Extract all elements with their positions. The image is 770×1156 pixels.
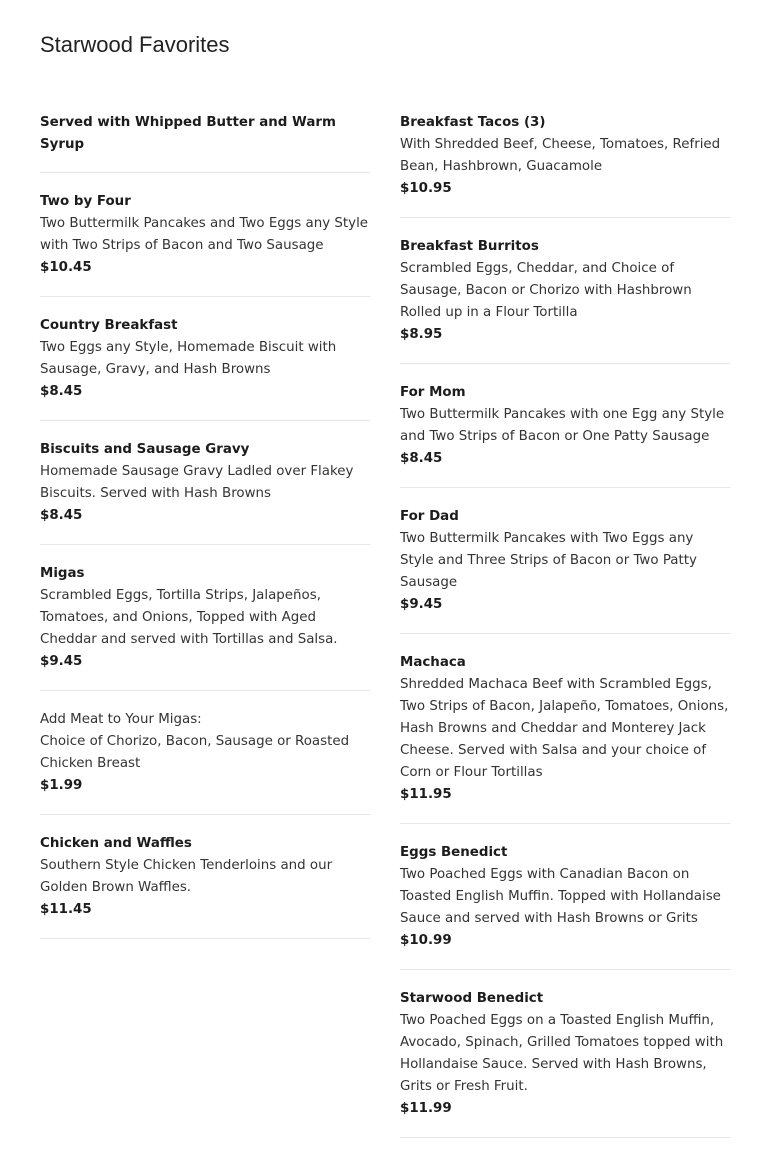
menu-item xyxy=(400,236,730,364)
item-description: Choice of Chorizo, Bacon, Sausage or Roasted Chicken Breast xyxy=(40,734,350,771)
menu-item xyxy=(400,112,730,218)
item-name: Breakfast Tacos (3) xyxy=(400,115,546,130)
item-price: $11.99 xyxy=(400,1101,452,1116)
item-description: Two Eggs any Style, Homemade Biscuit with Sausage, Gravy, and Hash Browns xyxy=(40,340,337,377)
item-name: Country Breakfast xyxy=(40,318,178,333)
item-name: Eggs Benedict xyxy=(400,845,508,860)
menu-item xyxy=(40,315,370,421)
menu-item xyxy=(40,439,370,545)
menu-item xyxy=(400,842,730,970)
item-price: $11.45 xyxy=(40,902,92,917)
item-description: With Shredded Beef, Cheese, Tomatoes, Refried Bean, Hashbrown, Guacamole xyxy=(400,137,721,174)
item-price: $9.45 xyxy=(400,597,443,612)
item-price: $1.99 xyxy=(40,778,83,793)
item-name: Migas xyxy=(40,566,85,581)
menu-item xyxy=(40,833,370,939)
menu-item xyxy=(400,988,730,1138)
item-name: Biscuits and Sausage Gravy xyxy=(40,442,250,457)
section-note: Served with Whipped Butter and Warm Syrup xyxy=(40,112,370,173)
page-title: Starwood Favorites xyxy=(40,32,230,57)
item-name: For Dad xyxy=(400,509,459,524)
item-price: $11.95 xyxy=(400,787,452,802)
menu-column-right xyxy=(400,112,730,1156)
menu-item xyxy=(40,191,370,297)
item-description: Two Poached Eggs on a Toasted English Muffin, Avocado, Spinach, Grilled Tomatoes topped with Hollandaise Sauce. Served with Hash Browns, Grits or Fresh Fruit. xyxy=(400,1013,724,1094)
item-description: Two Buttermilk Pancakes and Two Eggs any Style with Two Strips of Bacon and Two Sausage xyxy=(40,216,369,253)
item-description: Shredded Machaca Beef with Scrambled Eggs, Two Strips of Bacon, Jalapeño, Tomatoes, Onions, Hash Browns and Cheddar and Monterey Jack Cheese. Served with Salsa and your choice of Corn or Flour Tortillas xyxy=(400,677,729,780)
item-price: $10.99 xyxy=(400,933,452,948)
menu-item xyxy=(400,652,730,824)
item-description: Scrambled Eggs, Tortilla Strips, Jalapeños, Tomatoes, and Onions, Topped with Aged Cheddar and served with Tortillas and Salsa. xyxy=(40,588,338,647)
item-description: Scrambled Eggs, Cheddar, and Choice of Sausage, Bacon or Chorizo with Hashbrown Rolled up in a Flour Tortilla xyxy=(400,261,692,320)
item-price: $8.45 xyxy=(40,384,83,399)
item-price: $10.45 xyxy=(40,260,92,275)
item-price: $8.45 xyxy=(40,508,83,523)
menu-item xyxy=(400,382,730,488)
item-name: Breakfast Burritos xyxy=(400,239,539,254)
item-name: Add Meat to Your Migas: xyxy=(40,712,202,727)
item-name: Starwood Benedict xyxy=(400,991,544,1006)
item-description: Homemade Sausage Gravy Ladled over Flakey Biscuits. Served with Hash Browns xyxy=(40,464,354,501)
item-name: Machaca xyxy=(400,655,466,670)
menu-column-left xyxy=(40,112,370,957)
menu-item-addon xyxy=(40,709,370,815)
menu-item xyxy=(40,563,370,691)
item-description: Two Buttermilk Pancakes with one Egg any Style and Two Strips of Bacon or One Patty Sausage xyxy=(400,407,725,444)
item-name: Two by Four xyxy=(40,194,131,209)
item-price: $9.45 xyxy=(40,654,83,669)
menu-item xyxy=(400,506,730,634)
item-name: For Mom xyxy=(400,385,466,400)
item-description: Two Poached Eggs with Canadian Bacon on Toasted English Muffin. Topped with Hollandaise Sauce and served with Hash Browns or Grits xyxy=(400,867,721,926)
item-description: Southern Style Chicken Tenderloins and our Golden Brown Waffles. xyxy=(40,858,333,895)
item-price: $8.95 xyxy=(400,327,443,342)
item-description: Two Buttermilk Pancakes with Two Eggs any Style and Three Strips of Bacon or Two Patty Sausage xyxy=(400,531,697,590)
item-price: $10.95 xyxy=(400,181,452,196)
item-price: $8.45 xyxy=(400,451,443,466)
item-name: Chicken and Waffles xyxy=(40,836,192,851)
